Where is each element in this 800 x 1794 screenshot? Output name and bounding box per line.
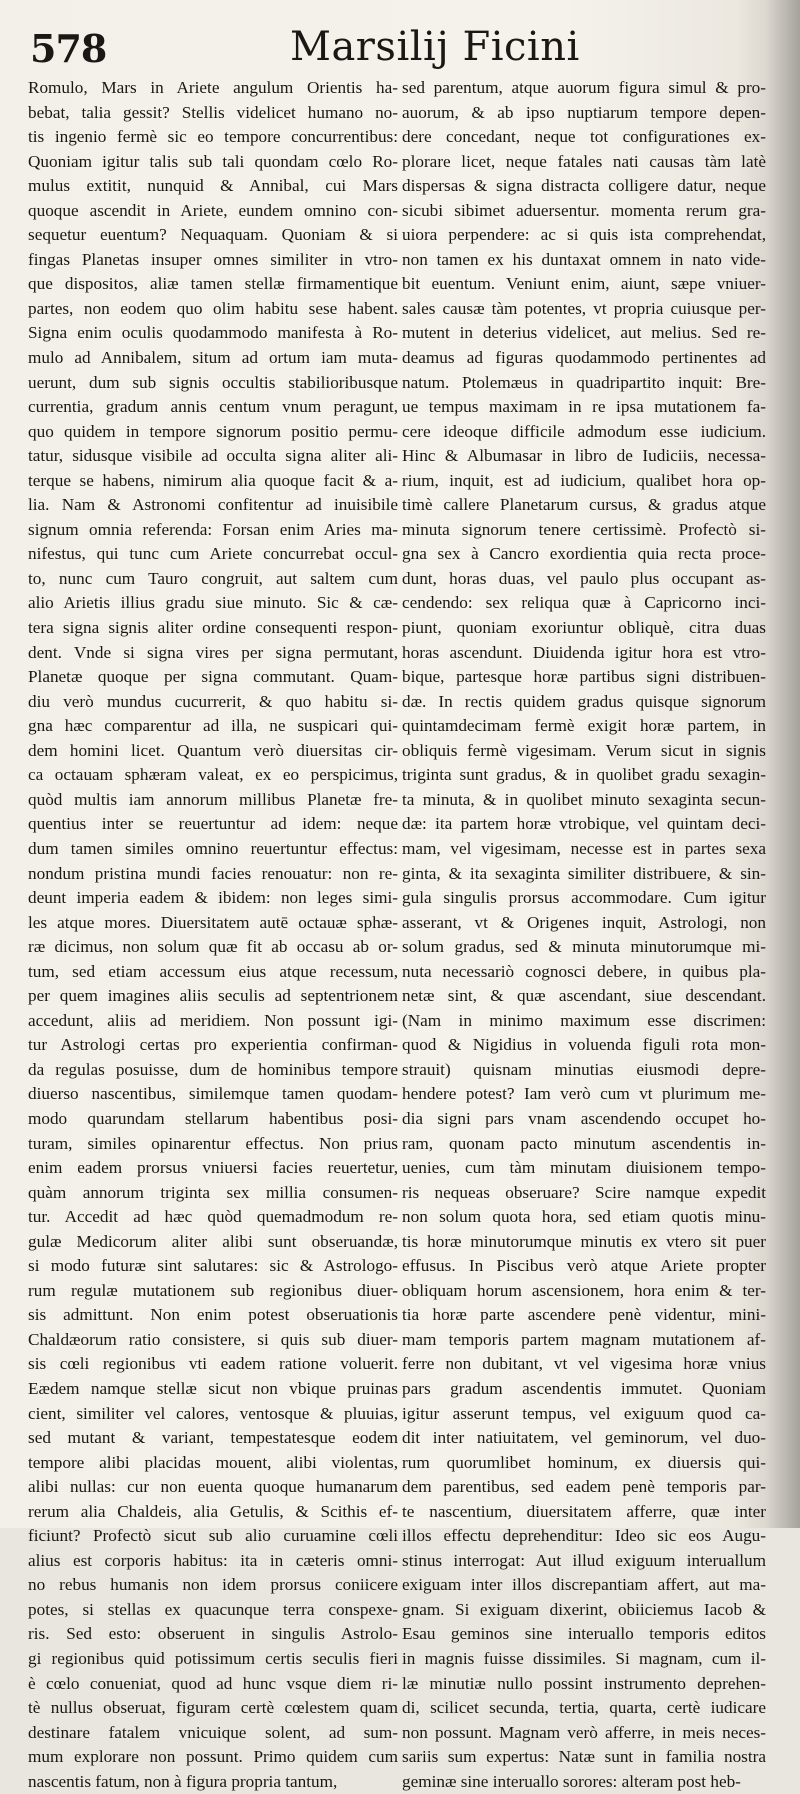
text-line-right: sed parentum, atque auorum figura simul & pro- xyxy=(402,78,766,97)
text-line-right: geminæ sine interuallo sorores: alteram post heb- xyxy=(402,1771,741,1791)
text-line-right: non tamen ex his duntaxat omnem in nato vide- xyxy=(402,249,766,269)
text-column-left xyxy=(28,76,398,1794)
text-line-left: tempore alibi placidas mouent, alibi violentas, xyxy=(28,1452,398,1472)
text-line-left: Planetæ quoque per signa commutant. Quam- xyxy=(28,667,398,687)
text-line-right: quod & Nigidius in voluenda figuli rota mon- xyxy=(402,1035,766,1055)
text-line-right: effusus. In Piscibus verò atque Ariete propter xyxy=(402,1256,766,1276)
text-line-right: bique, partesque horæ partibus signi distribuen- xyxy=(402,667,766,687)
text-line-right: horas ascendunt. Diuidenda igitur hora est vtro- xyxy=(402,642,766,662)
text-line-right: Esau geminos sine interuallo temporis editos xyxy=(402,1624,766,1644)
text-line-left: rerum alia Chaldeis, alia Getulis, & Scithis ef- xyxy=(28,1501,398,1521)
text-line-right: gula singulis prorsus accommodare. Cum igitur xyxy=(402,888,766,908)
text-line-right: ris nequeas obseruare? Scire namque expedit xyxy=(402,1182,766,1202)
text-line-right: natum. Ptolemæus in quadripartito inquit: Bre- xyxy=(402,372,766,392)
text-line-left: to, nunc cum Tauro congruit, aut saltem cum xyxy=(28,568,398,588)
text-line-left: sis cœli regionibus vti eadem ratione voluerit. xyxy=(28,1354,398,1374)
text-line-left: diuerso nascentibus, similemque tamen quodam- xyxy=(28,1084,398,1104)
text-line-right: mam, vel vigesimam, necesse est in partes sexa xyxy=(402,838,766,858)
text-line-left: mulo ad Annibalem, situm ad ortum iam muta- xyxy=(28,348,398,368)
text-line-left: nascentis fatum, non à figura propria tantum, xyxy=(28,1771,338,1791)
text-line-right: deamus ad figuras quodammodo pertinentes ad xyxy=(402,348,766,368)
text-line-right: rum quorumlibet hominum, ex diuersis qui- xyxy=(402,1452,766,1472)
text-line-right: quintamdecimam fermè exigit horæ partem, in xyxy=(402,716,766,736)
running-title: Marsilij Ficini xyxy=(290,24,580,70)
text-line-left: sequetur euentum? Nequaquam. Quoniam & si xyxy=(28,225,398,245)
text-line-left: per quem imagines aliis seculis ad septentrionem xyxy=(28,986,398,1006)
text-line-left: Romulo, Mars in Ariete angulum Orientis ha- xyxy=(28,78,398,97)
text-line-right: obliquam horum ascensionem, hora enim & ter- xyxy=(402,1280,766,1300)
text-line-left: Signa enim oculis quodammodo manifesta à Ro- xyxy=(28,323,398,343)
text-line-left: destinare fatalem vnicuique solent, ad sum- xyxy=(28,1722,398,1742)
text-line-left: currentia, gradum annis centum vnum peragunt, xyxy=(28,397,398,417)
text-line-right: gna sex à Cancro exordientia quia recta proce- xyxy=(402,544,766,564)
text-line-right: ferre non dubitant, vt vel vigesima horæ vnius xyxy=(402,1354,766,1374)
text-line-right: netæ sint, & quæ ascendant, siue descendant. xyxy=(402,986,766,1006)
page-number: 578 xyxy=(30,26,107,71)
text-line-right: mam temporis partem magnam mutationem af- xyxy=(402,1329,766,1349)
text-line-right: ginta, & ita sexaginta similiter distribuere, & sin- xyxy=(402,863,766,883)
text-line-right: sariis sum expertus: Natæ sunt in familia nostra xyxy=(402,1747,766,1767)
text-line-left: no rebus humanis non idem prorsus coniicere xyxy=(28,1575,398,1595)
text-line-left: mum explorare non possunt. Primo quidem cum xyxy=(28,1747,398,1767)
text-line-left: signum omnia referenda: Forsan enim Aries ma- xyxy=(28,519,398,539)
text-line-left: accedunt, aliis ad meridiem. Non possunt igi- xyxy=(28,1010,398,1030)
text-line-left: nifestus, qui tunc cum Ariete concurrebat occul- xyxy=(28,544,398,564)
text-line-right: dere concedant, neque tot configurationes ex- xyxy=(402,127,766,147)
text-line-right: auorum, & ab ipso nuptiarum tempore depen- xyxy=(402,102,766,122)
text-line-left: è cœlo conueniat, quod ad hunc vsque diem ri- xyxy=(28,1673,398,1693)
text-column-right xyxy=(402,76,766,1794)
text-line-left: gi regionibus quid potissimum certis seculis fieri xyxy=(28,1649,398,1668)
text-line-left: tur. Accedit ad hæc quòd quemadmodum re- xyxy=(28,1207,398,1227)
text-line-right: uiora perpendere: ac si quis ista comprehendat, xyxy=(402,225,766,245)
text-line-left: dent. Vnde si signa vires per signa permutant, xyxy=(28,642,398,662)
text-line-right: pars gradum ascendentis immutet. Quoniam xyxy=(402,1378,766,1398)
text-line-right: te nascentium, diuersitatem afferre, quæ inter xyxy=(402,1501,766,1521)
text-line-left: Eædem namque stellæ sicut non vbique pruinas xyxy=(28,1378,398,1398)
text-line-right: minuta signorum tenere certissimè. Profectò si- xyxy=(402,519,766,539)
text-line-left: Chaldæorum ratio consistere, si quis sub diuer- xyxy=(28,1329,398,1349)
text-line-left: ræ dicimus, non solum quæ fit ab occasu ab or- xyxy=(28,937,398,957)
text-line-left: que dispositos, aliæ tamen stellæ firmamentique xyxy=(28,274,398,294)
text-line-right: di, scilicet secunda, tertia, quarta, certè iudicare xyxy=(402,1698,766,1718)
text-line-left: rum regulæ mutationem sub regionibus diuer- xyxy=(28,1280,398,1300)
text-line-right: igitur asserunt tempus, vel exiguum quod ca- xyxy=(402,1403,766,1423)
text-line-left: sis admittunt. Non enim potest obseruationis xyxy=(28,1305,398,1325)
text-line-right: gnam. Si exiguam dixerint, obiiciemus Iacob & xyxy=(402,1599,766,1619)
text-line-left: alio Arietis illius gradu siue minuto. Sic & cæ- xyxy=(28,593,398,613)
text-line-left: dem homini licet. Quantum verò diuersitas cir- xyxy=(28,740,398,760)
text-line-right: tia horæ parte ascendere penè videntur, mini- xyxy=(402,1305,766,1325)
text-line-left: quentius inter se reuertuntur ad idem: neque xyxy=(28,814,398,834)
text-line-right: timè callere Planetarum cursus, & gradus atque xyxy=(402,495,766,515)
text-line-left: tum, sed etiam accessum eius atque recessum, xyxy=(28,961,398,981)
text-line-left: uerunt, dum sub signis occultis stabilioribusque xyxy=(28,372,398,392)
text-line-left: quo quidem in tempore signorum positio permu- xyxy=(28,421,398,441)
text-line-left: nondum pristina mundi facies renouatur: non re- xyxy=(28,863,398,883)
text-line-left: tè nullus obseruat, figuram certè cœlestem quam xyxy=(28,1698,398,1718)
text-line-right: non solum quota hora, sed etiam quotis minu- xyxy=(402,1207,766,1227)
page-edge-shadow xyxy=(766,0,800,1528)
text-line-right: læ minutiæ nullo possint instrumento deprehen- xyxy=(402,1673,766,1693)
text-line-right: rium, inquit, est ad iudicium, qualibet hora op- xyxy=(402,470,766,490)
text-line-left: mulus extitit, nunquid & Annibal, cui Mars xyxy=(28,176,398,196)
text-line-right: dit inter natiuitatem, vel geminorum, vel duo- xyxy=(402,1428,766,1448)
text-line-right: uenies, cum tàm minutam diuisionem tempo- xyxy=(402,1158,766,1178)
text-line-right: dæ. In rectis quidem gradus quisque signorum xyxy=(402,691,766,711)
text-line-right: obliquis fermè vigesimam. Verum sicut in signis xyxy=(402,740,766,760)
text-line-right: exiguam inter illos discrepantiam affert, aut ma- xyxy=(402,1575,766,1595)
text-line-left: modo quarundam stellarum habentibus posi- xyxy=(28,1108,398,1128)
text-line-right: sales causæ tàm potentes, vt propria cuiusque per- xyxy=(402,298,766,318)
text-line-right: tis horæ minutorumque minutis ex vtero sit puer xyxy=(402,1231,766,1251)
text-line-right: illos effectu deprehenditur: Ideo sic eos Augu- xyxy=(402,1526,766,1546)
text-line-right: nuta necessariò cognosci debere, in quibus pla- xyxy=(402,961,766,981)
text-line-left: enim eadem prorsus vniuersi facies reuertetur, xyxy=(28,1158,398,1178)
text-line-left: dum tamen similes omnino reuertuntur effectus: xyxy=(28,838,398,858)
text-line-left: si modo futuræ sint salutares: sic & Astrologo- xyxy=(28,1256,398,1276)
text-line-left: tis ingenio fermè sic eo tempore concurrentibus: xyxy=(28,127,398,147)
text-line-right: strauit) quisnam minutias eiusmodi depre- xyxy=(402,1059,766,1079)
text-line-right: dæ: ita partem horæ vtrobique, vel quintam deci- xyxy=(402,814,766,834)
text-line-left: quoque ascendit in Ariete, eundem omnino con- xyxy=(28,200,398,220)
text-line-right: ue tempus maximam in re ipsa mutationem fa- xyxy=(402,397,766,417)
text-line-left: lia. Nam & Astronomi confitentur ad inuisibile xyxy=(28,495,398,515)
text-line-left: da regulas posuisse, dum de hominibus tempore xyxy=(28,1059,398,1079)
text-line-left: turam, similes opinarentur effectus. Non prius xyxy=(28,1133,398,1153)
text-line-right: dia signi pars vnam ascendendo occupet ho- xyxy=(402,1108,766,1128)
text-line-left: alibi nullas: cur non euenta quoque humanarum xyxy=(28,1477,398,1497)
text-line-right: bit euentum. Veniunt enim, aiunt, sæpe vniuer- xyxy=(402,274,766,294)
text-line-right: ram, quonam pacto minutum ascendentis in- xyxy=(402,1133,766,1153)
text-line-left: tera signa signis aliter ordine consequenti respon- xyxy=(28,618,398,638)
text-line-right: non possunt. Magnam verò afferre, in meis neces- xyxy=(402,1722,766,1742)
text-line-left: sed mutant & variant, tempestatesque eodem xyxy=(28,1428,398,1448)
page-header xyxy=(30,22,760,74)
text-line-left: ficiunt? Profectò sicut sub alio curuamine cœli xyxy=(28,1526,398,1546)
text-line-left: cient, similiter vel calores, ventosque & pluuias, xyxy=(28,1403,398,1423)
text-line-left: quàm annorum triginta sex millia consumen- xyxy=(28,1182,398,1202)
text-line-left: ca octauam sphæram valeat, ex eo perspicimus, xyxy=(28,765,398,785)
text-line-left: deunt imperia eadem & ibidem: non leges simi- xyxy=(28,888,398,908)
text-line-left: potes, si stellas ex quacunque terra conspexe- xyxy=(28,1599,398,1619)
text-line-right: mutent in deterius videlicet, aut melius. Sed re- xyxy=(402,323,766,343)
text-line-right: piunt, quoniam exoriuntur obliquè, citra duas xyxy=(402,618,766,638)
text-line-left: fingas Planetas insuper omnes similiter in vtro- xyxy=(28,249,398,269)
text-line-right: stinus interrogat: Aut illud exiguum interuallum xyxy=(402,1550,766,1570)
text-line-right: solum gradus, sed & minuta minutorumque mi- xyxy=(402,937,766,957)
text-line-right: plorare licet, neque fatales nati causas tàm latè xyxy=(402,151,766,171)
text-line-left: Quoniam igitur talis sub tali quondam cœlo Ro- xyxy=(28,151,398,171)
text-line-left: tatur, sidusque visibile ad occulta signa aliter ali- xyxy=(28,446,398,466)
text-line-right: sicubi sibimet aduersentur. momenta rerum gra- xyxy=(402,200,766,220)
text-line-right: (Nam in minimo maximum esse discrimen: xyxy=(402,1010,766,1030)
text-line-right: triginta sunt gradus, & in quolibet gradu sexagin- xyxy=(402,765,766,785)
text-line-left: tur Astrologi certas pro experientia confirman- xyxy=(28,1035,398,1055)
text-line-right: cere ideoque difficile admodum esse iudicium. xyxy=(402,421,766,441)
text-line-left: gulæ Medicorum aliter alibi sunt obseruandæ, xyxy=(28,1231,398,1251)
text-line-right: asserant, vt & Origenes inquit, Astrologi, non xyxy=(402,912,766,932)
text-line-left: ris. Sed esto: obseruent in singulis Astrolo- xyxy=(28,1624,398,1644)
text-line-left: gna hæc comparentur ad illa, ne suspicari qui- xyxy=(28,716,398,736)
text-line-left: bebat, talia gessit? Stellis videlicet humano no- xyxy=(28,102,398,122)
text-line-left: quòd multis iam annorum millibus Planetæ fre- xyxy=(28,789,398,809)
text-line-right: cendendo: sex reliqua quæ à Capricorno inci- xyxy=(402,593,766,613)
text-line-right: dem parentibus, sed eadem penè temporis par- xyxy=(402,1477,766,1497)
text-line-right: dispersas & signa distracta colligere datur, neque xyxy=(402,176,766,196)
text-line-left: diu verò mundus cucurrerit, & quo habitu si- xyxy=(28,691,398,711)
text-line-right: ta minuta, & in quolibet minuto sexaginta secun- xyxy=(402,789,766,809)
text-line-right: in magnis fuisse dissimiles. Si magnam, cum il- xyxy=(402,1649,766,1668)
text-line-right: dunt, horas duas, vel paulo plus occupant as- xyxy=(402,568,766,588)
text-line-left: les atque mores. Diuersitatem autē octauæ sphæ- xyxy=(28,912,398,932)
text-line-left: partes, non eodem quo olim habitu sese habent. xyxy=(28,298,398,318)
text-line-right: Hinc & Albumasar in libro de Iudiciis, necessa- xyxy=(402,446,766,466)
text-line-left: terque se habens, nimirum alia quoque facit & a- xyxy=(28,470,398,490)
text-line-left: alius est corporis habitus: ita in cæteris omni- xyxy=(28,1550,398,1570)
text-line-right: hendere potest? Iam verò cum vt plurimum me- xyxy=(402,1084,766,1104)
